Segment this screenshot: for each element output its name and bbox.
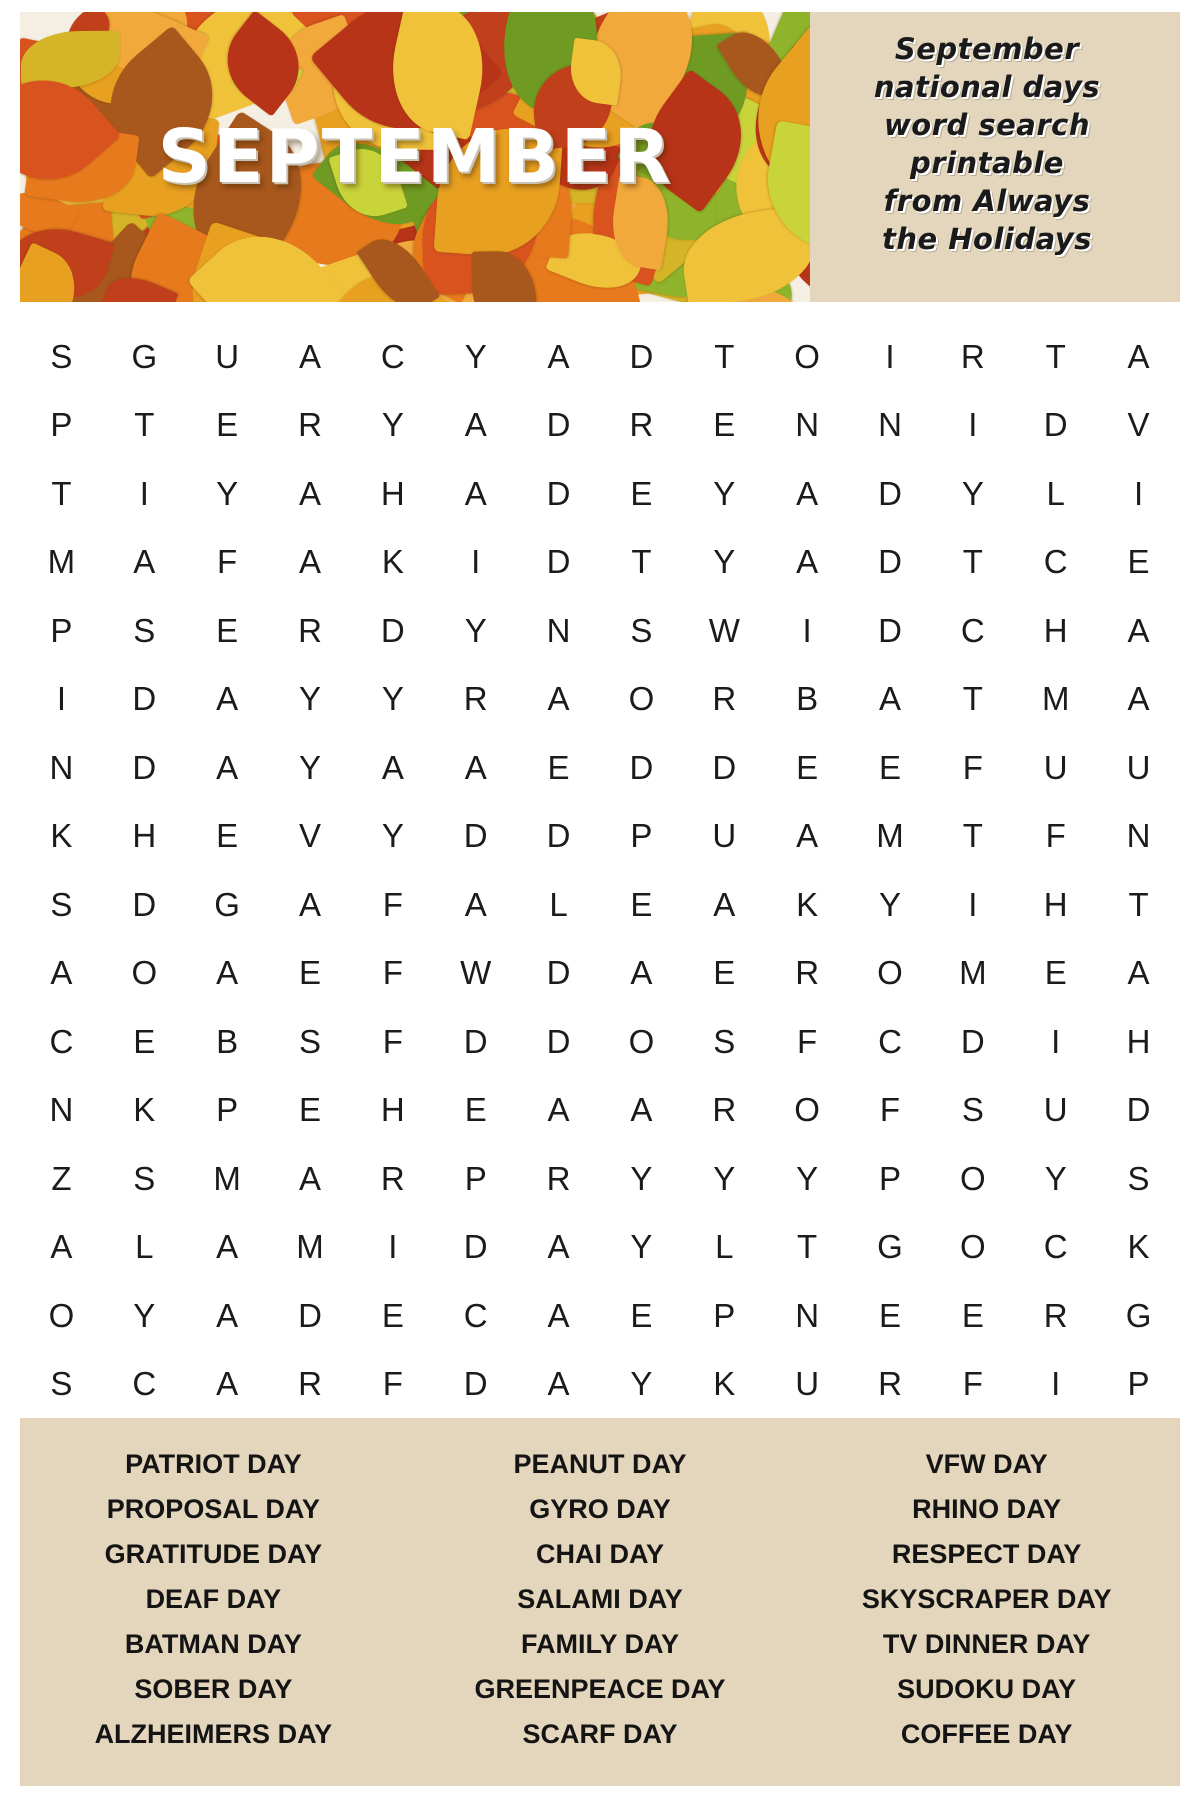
grid-cell: U [215, 337, 240, 375]
grid-cell: L [715, 1228, 734, 1266]
grid-cell: P [1127, 1365, 1150, 1403]
word-list-item: COFFEE DAY [900, 1719, 1073, 1749]
grid-cell: A [1127, 680, 1150, 718]
grid-cell: R [712, 680, 737, 718]
grid-cell: E [1127, 543, 1150, 581]
grid-cell: K [1127, 1228, 1150, 1266]
grid-cell: D [546, 406, 571, 444]
grid-cell: I [1051, 1022, 1061, 1060]
grid-cell: V [1127, 406, 1150, 444]
grid-cell: E [796, 748, 819, 786]
grid-cell: H [380, 1091, 405, 1129]
grid-cell: R [298, 406, 322, 444]
grid-cell: L [1046, 474, 1065, 512]
grid-cell: A [216, 1296, 239, 1334]
header-note-line-1: September [894, 32, 1080, 66]
grid-cell: I [471, 543, 481, 581]
grid-cell: E [464, 1091, 487, 1129]
banner-title: SEPTEMBER [157, 114, 673, 200]
grid-cell: D [546, 474, 571, 512]
grid-cell: A [796, 817, 819, 855]
word-list-panel [20, 1418, 1180, 1786]
grid-cell: T [962, 680, 983, 718]
grid-cell: R [380, 1159, 405, 1197]
header-panel [20, 12, 1180, 302]
grid-cell: F [382, 1365, 403, 1403]
grid-cell: K [133, 1091, 156, 1129]
grid-cell: R [795, 954, 820, 992]
grid-cell: Y [796, 1159, 819, 1197]
grid-cell: U [1043, 748, 1068, 786]
grid-cell: F [382, 885, 403, 923]
word-list-item: GREENPEACE DAY [474, 1674, 726, 1704]
grid-cell: C [1043, 543, 1068, 581]
grid-cell: R [1043, 1296, 1068, 1334]
grid-cell: D [1043, 406, 1068, 444]
grid-cell: S [298, 1022, 321, 1060]
grid-cell: E [298, 954, 321, 992]
grid-cell: N [1126, 817, 1151, 855]
grid-cell: F [217, 543, 238, 581]
grid-cell: A [1127, 954, 1150, 992]
word-list-item: SCARF DAY [522, 1719, 678, 1749]
grid-cell: O [877, 954, 903, 992]
grid-cell: O [628, 1022, 655, 1060]
grid-cell: N [878, 406, 902, 444]
grid-cell: P [464, 1159, 487, 1197]
grid-cell: Y [216, 474, 239, 512]
grid-cell: H [380, 474, 405, 512]
grid-cell: A [464, 406, 487, 444]
grid-cell: N [546, 611, 571, 649]
grid-cell: M [213, 1159, 241, 1197]
grid-cell: S [961, 1091, 984, 1129]
grid-cell: E [216, 611, 239, 649]
grid-cell: N [795, 1296, 820, 1334]
grid-cell: Y [630, 1365, 653, 1403]
grid-cell: A [216, 748, 239, 786]
grid-cell: I [388, 1228, 398, 1266]
grid-cell: D [629, 748, 654, 786]
grid-cell: Y [381, 817, 404, 855]
grid-cell: Y [464, 611, 487, 649]
word-list-item: TV DINNER DAY [882, 1629, 1091, 1659]
grid-cell: A [796, 474, 819, 512]
grid-cell: D [878, 611, 902, 649]
grid-cell: P [630, 817, 653, 855]
grid-cell: A [50, 1228, 73, 1266]
grid-cell: A [298, 543, 321, 581]
grid-cell: F [382, 1022, 403, 1060]
grid-cell: U [1043, 1091, 1068, 1129]
grid-cell: A [216, 1365, 239, 1403]
grid-cell: M [959, 954, 987, 992]
grid-cell: G [131, 337, 158, 375]
word-list-item: PATRIOT DAY [125, 1449, 302, 1479]
grid-cell: T [1045, 337, 1066, 375]
grid-cell: D [546, 817, 571, 855]
grid-cell: S [50, 337, 73, 375]
grid-cell: D [546, 1022, 571, 1060]
word-list-item: SOBER DAY [134, 1674, 293, 1704]
grid-cell: V [298, 817, 321, 855]
grid-cell: C [380, 337, 405, 375]
grid-cell: L [135, 1228, 154, 1266]
header-note-line-4: printable [910, 146, 1064, 180]
grid-cell: A [298, 885, 321, 923]
grid-cell: I [1133, 474, 1144, 512]
grid-cell: A [298, 337, 321, 375]
grid-cell: G [1125, 1296, 1152, 1334]
grid-cell: A [630, 1091, 653, 1129]
grid-cell: G [877, 1228, 903, 1266]
grid-cell: W [708, 611, 740, 649]
grid-cell: F [797, 1022, 818, 1060]
grid-cell: K [381, 543, 404, 581]
grid-cell: S [713, 1022, 736, 1060]
grid-cell: N [49, 748, 74, 786]
grid-cell: Y [961, 474, 984, 512]
grid-cell: D [463, 1022, 488, 1060]
header-note-line-3: word search [883, 108, 1090, 142]
grid-cell: H [132, 817, 157, 855]
grid-cell: C [960, 611, 985, 649]
word-list-item: FAMILY DAY [520, 1629, 680, 1659]
grid-cell: I [1051, 1365, 1061, 1403]
word-list-item: SALAMI DAY [517, 1584, 683, 1614]
grid-cell: C [1043, 1228, 1068, 1266]
grid-cell: R [298, 611, 322, 649]
grid-cell: H [1043, 885, 1068, 923]
grid-cell: E [216, 817, 239, 855]
word-list-item: RESPECT DAY [891, 1539, 1082, 1569]
grid-cell: N [795, 406, 820, 444]
grid-cell: D [463, 1228, 488, 1266]
grid-cell: D [712, 748, 737, 786]
grid-cell: T [1128, 885, 1149, 923]
grid-cell: A [878, 680, 901, 718]
grid-cell: R [712, 1091, 737, 1129]
grid-cell: M [47, 543, 76, 581]
grid-cell: R [463, 680, 488, 718]
letter-grid [20, 322, 1180, 1487]
grid-cell: A [547, 1296, 570, 1334]
grid-cell: O [960, 1159, 986, 1197]
grid-cell: L [549, 885, 568, 923]
header-note [812, 30, 1162, 258]
grid-cell: D [463, 817, 488, 855]
grid-cell: F [962, 1365, 983, 1403]
grid-cell: M [296, 1228, 324, 1266]
grid-cell: Y [133, 1296, 156, 1334]
grid-cell: D [878, 543, 902, 581]
grid-cell: A [464, 474, 487, 512]
grid-cell: D [1126, 1091, 1151, 1129]
september-banner [20, 12, 810, 302]
grid-cell: A [547, 1365, 570, 1403]
grid-cell: S [133, 1159, 156, 1197]
grid-cell: A [713, 885, 736, 923]
grid-cell: A [1127, 611, 1150, 649]
grid-cell: K [796, 885, 819, 923]
grid-cell: Y [713, 543, 736, 581]
grid-cell: Y [381, 406, 404, 444]
grid-cell: O [48, 1296, 75, 1334]
grid-cell: Y [298, 748, 321, 786]
grid-cell: A [547, 1091, 570, 1129]
grid-cell: Y [713, 1159, 736, 1197]
grid-cell: R [878, 1365, 902, 1403]
grid-cell: A [133, 543, 156, 581]
grid-cell: I [968, 885, 978, 923]
grid-cell: U [712, 817, 737, 855]
grid-cell: T [962, 817, 983, 855]
grid-cell: F [382, 954, 403, 992]
grid-cell: A [50, 954, 73, 992]
word-list-item: SUDOKU DAY [897, 1674, 1077, 1704]
grid-cell: O [794, 337, 820, 375]
grid-cell: D [132, 680, 157, 718]
word-list-item: PEANUT DAY [513, 1449, 687, 1479]
word-list-column [407, 1442, 794, 1786]
grid-cell: A [381, 748, 404, 786]
grid-cell: P [878, 1159, 901, 1197]
grid-cell: A [298, 1159, 321, 1197]
grid-cell: O [794, 1091, 820, 1129]
grid-cell: I [885, 337, 895, 375]
grid-cell: A [547, 1228, 570, 1266]
grid-cell: O [131, 954, 158, 992]
grid-cell: D [380, 611, 405, 649]
grid-cell: G [214, 885, 240, 923]
grid-cell: N [49, 1091, 74, 1129]
grid-cell: B [216, 1022, 239, 1060]
word-list-item: DEAF DAY [145, 1584, 282, 1614]
grid-cell: P [50, 611, 73, 649]
header-note-line-5: from Always [883, 184, 1091, 218]
grid-cell: W [460, 954, 492, 992]
grid-cell: D [878, 474, 902, 512]
grid-cell: E [713, 954, 736, 992]
grid-cell: E [630, 1296, 653, 1334]
grid-cell: I [139, 474, 149, 512]
grid-cell: T [962, 543, 983, 581]
grid-cell: C [132, 1365, 157, 1403]
grid-cell: I [56, 680, 66, 718]
grid-cell: O [960, 1228, 986, 1266]
header-note-line-6: the Holidays [882, 222, 1092, 256]
grid-cell: A [630, 954, 653, 992]
grid-cell: A [216, 1228, 239, 1266]
grid-cell: R [298, 1365, 322, 1403]
grid-cell: I [968, 406, 978, 444]
grid-cell: P [713, 1296, 736, 1334]
word-list-item: RHINO DAY [912, 1494, 1062, 1524]
word-list-item: CHAI DAY [535, 1539, 665, 1569]
word-list-item: PROPOSAL DAY [106, 1494, 320, 1524]
word-list-item: VFW DAY [925, 1449, 1048, 1479]
grid-cell: E [298, 1091, 321, 1129]
grid-cell: B [796, 680, 819, 718]
grid-cell: S [50, 1365, 73, 1403]
grid-cell: D [546, 543, 571, 581]
grid-cell: Y [298, 680, 321, 718]
grid-cell: E [216, 406, 239, 444]
grid-cell: K [713, 1365, 736, 1403]
grid-cell: E [381, 1296, 404, 1334]
grid-cell: Y [878, 885, 901, 923]
grid-cell: A [796, 543, 819, 581]
grid-cell: S [133, 611, 156, 649]
grid-cell: T [797, 1228, 818, 1266]
grid-cell: T [631, 543, 652, 581]
grid-cell: Y [630, 1228, 653, 1266]
grid-cell: E [713, 406, 736, 444]
grid-cell: T [134, 406, 155, 444]
grid-cell: C [49, 1022, 74, 1060]
grid-cell: O [628, 680, 655, 718]
grid-cell: E [878, 1296, 901, 1334]
grid-cell: R [629, 406, 654, 444]
word-list-item: ALZHEIMERS DAY [94, 1719, 333, 1749]
grid-cell: D [463, 1365, 488, 1403]
grid-cell: E [1044, 954, 1067, 992]
grid-cell: A [1127, 337, 1150, 375]
grid-cell: Y [713, 474, 736, 512]
word-list-item: BATMAN DAY [124, 1629, 302, 1659]
grid-cell: E [133, 1022, 156, 1060]
grid-cell: F [1045, 817, 1066, 855]
grid-cell: D [546, 954, 571, 992]
grid-cell: A [216, 680, 239, 718]
grid-cell: Y [381, 680, 404, 718]
grid-cell: F [962, 748, 983, 786]
word-list-column [20, 1442, 407, 1786]
grid-cell: D [298, 1296, 322, 1334]
grid-cell: Z [51, 1159, 72, 1197]
grid-cell: Y [464, 337, 487, 375]
grid-cell: P [50, 406, 73, 444]
grid-cell: R [546, 1159, 571, 1197]
grid-cell: M [876, 817, 904, 855]
grid-cell: C [463, 1296, 488, 1334]
grid-cell: A [464, 748, 487, 786]
grid-cell: F [879, 1091, 901, 1129]
grid-cell: D [960, 1022, 985, 1060]
grid-cell: S [1127, 1159, 1150, 1197]
grid-cell: Y [1044, 1159, 1067, 1197]
grid-cell: E [878, 748, 901, 786]
grid-cell: P [216, 1091, 239, 1129]
grid-cell: U [1126, 748, 1151, 786]
grid-cell: D [132, 748, 157, 786]
grid-cell: U [795, 1365, 820, 1403]
grid-cell: Y [630, 1159, 653, 1197]
word-list-item: GRATITUDE DAY [104, 1539, 323, 1569]
grid-cell: E [961, 1296, 984, 1334]
grid-cell: S [630, 611, 653, 649]
grid-cell: T [51, 474, 72, 512]
grid-cell: E [630, 885, 653, 923]
grid-cell: E [630, 474, 653, 512]
grid-cell: D [629, 337, 654, 375]
grid-cell: A [547, 680, 570, 718]
grid-cell: M [1041, 680, 1070, 718]
grid-cell: A [547, 337, 570, 375]
grid-cell: C [878, 1022, 902, 1060]
grid-cell: A [216, 954, 239, 992]
grid-cell: E [547, 748, 570, 786]
grid-cell: A [464, 885, 487, 923]
grid-cell: I [802, 611, 812, 649]
word-list-item: GYRO DAY [529, 1494, 671, 1524]
grid-cell: A [298, 474, 321, 512]
grid-cell: R [960, 337, 985, 375]
grid-cell: H [1043, 611, 1068, 649]
grid-cell: D [132, 885, 157, 923]
header-note-line-2: national days [873, 70, 1101, 104]
grid-cell: H [1126, 1022, 1151, 1060]
grid-cell: S [50, 885, 73, 923]
grid-cell: K [50, 817, 73, 855]
grid-cell: T [714, 337, 735, 375]
word-list-column [793, 1442, 1180, 1786]
word-list-item: SKYSCRAPER DAY [861, 1584, 1112, 1614]
